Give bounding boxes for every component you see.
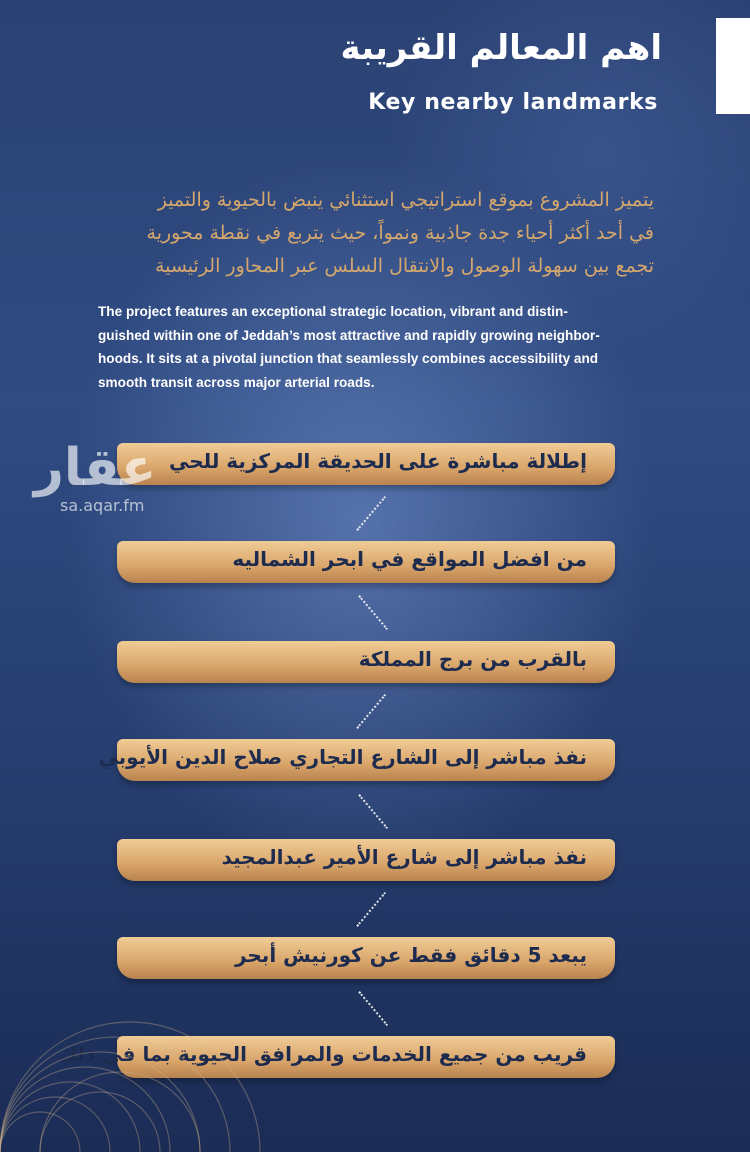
title-english: Key nearby landmarks [368, 90, 658, 115]
watermark-url: sa.aqar.fm [60, 496, 145, 515]
intro-arabic-line: في أحد أكثر أحياء جدة جاذبية ونمواً، حيث يتربع في نقطة محورية [146, 222, 654, 244]
landmark-label: من افضل المواقع في ابحر الشماليه [232, 547, 587, 571]
intro-english [98, 300, 658, 394]
intro-english-line: guished within one of Jeddah’s most attractive and rapidly growing neighbor- [98, 327, 600, 343]
title-arabic: اهم المعالم القريبة [340, 28, 662, 68]
dotted-connector [356, 694, 387, 730]
dotted-connector [358, 990, 389, 1026]
landmark-label: إطلالة مباشرة على الحديقة المركزية للحي [169, 449, 587, 473]
landmark-label: نفذ مباشر إلى الشارع التجاري صلاح الدين الأيوبي [98, 745, 587, 769]
dotted-connector [358, 793, 389, 829]
dotted-connector [358, 594, 389, 630]
intro-english-line: The project features an exceptional strategic location, vibrant and distin- [98, 304, 568, 319]
intro-arabic [96, 184, 654, 283]
landmark-banner-2 [117, 541, 615, 583]
dotted-connector [356, 496, 387, 532]
intro-english-line: smooth transit across major arterial roads. [98, 374, 375, 390]
decorative-arcs [0, 952, 300, 1152]
landmark-label: نفذ مباشر إلى شارع الأمير عبدالمجيد [221, 845, 587, 869]
landmark-banner-4 [98, 739, 615, 781]
landmark-banner-1 [117, 443, 615, 485]
aqar-watermark [34, 440, 156, 515]
dotted-connector [356, 892, 387, 928]
intro-arabic-line: يتميز المشروع بموقع استراتيجي استثنائي ينبض بالحيوية والتميز [157, 189, 654, 211]
landmark-banner-5 [117, 839, 615, 881]
landmark-label: يبعد 5 دقائق فقط عن كورنيش أبحر [234, 943, 587, 967]
intro-english-line: hoods. It sits at a pivotal junction that seamlessly combines accessibility and [98, 351, 599, 366]
landmark-label: قريب من جميع الخدمات والمرافق الحيوية بما في ذلك [58, 1042, 587, 1066]
white-edge-tab [716, 18, 750, 114]
landmark-label: بالقرب من برج المملكة [358, 647, 587, 671]
landmark-banner-3 [117, 641, 615, 683]
watermark-logo: عقار [34, 438, 157, 498]
intro-arabic-line: تجمع بين سهولة الوصول والانتقال السلس عبر المحاور الرئيسية [154, 255, 654, 277]
